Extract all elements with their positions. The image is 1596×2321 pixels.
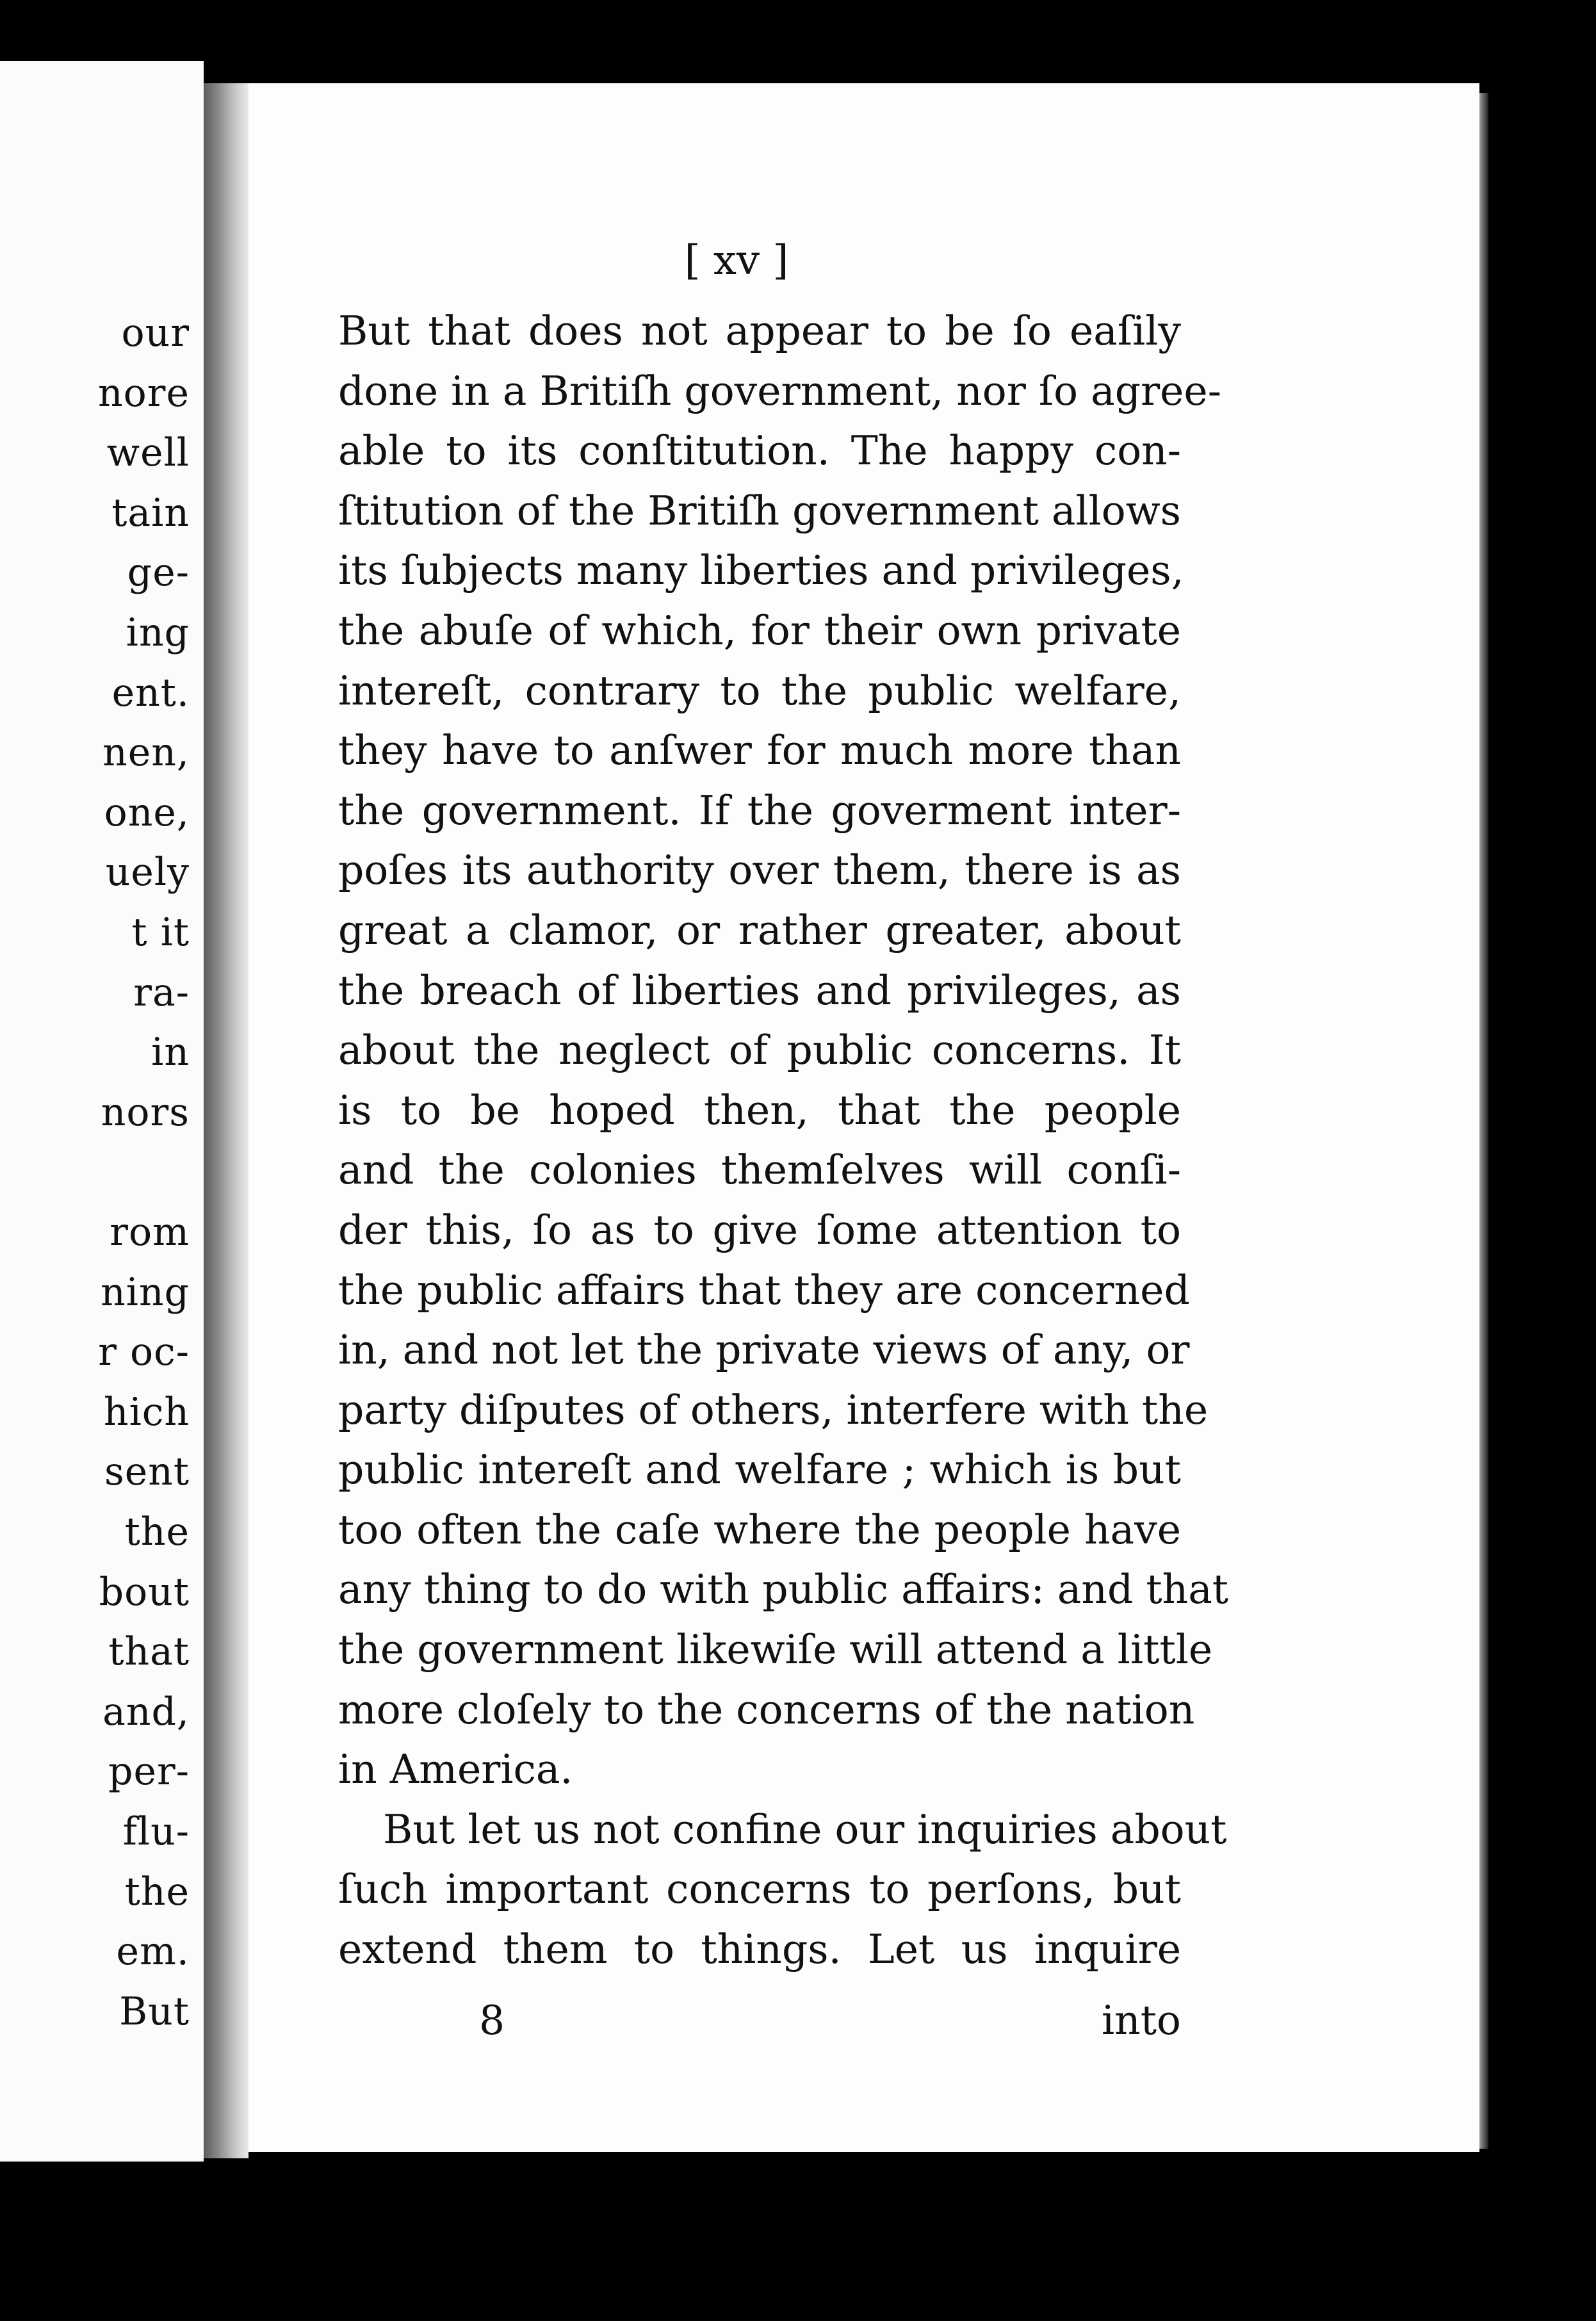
left-page-fragment: our [121, 311, 190, 355]
left-page-fragment: the [124, 1510, 190, 1554]
page-footer [338, 1992, 1181, 2049]
text-line: the public affairs that they are concerned [338, 1266, 1190, 1314]
catchword: into [1102, 1997, 1181, 2044]
text-line: in America. [338, 1746, 573, 1793]
text-line: But that does not appear to be ſo eaſily [338, 307, 1181, 354]
text-line: able to its conſtitution. The happy con- [338, 427, 1181, 475]
left-page-fragment: per- [108, 1749, 190, 1795]
text-line: the government. If the goverment inter- [338, 786, 1181, 834]
text-line: But let us not confine our inquiries about [383, 1805, 1227, 1853]
left-page-fragment: the [124, 1869, 190, 1914]
page-number-heading: [ xv ] [684, 237, 789, 284]
text-line: ſuch important concerns to perſons, but [338, 1866, 1181, 1913]
left-page-fragment: nore [98, 370, 190, 416]
left-page-fragment: But [119, 1989, 190, 2034]
text-line: and the colonies themſelves will conſi- [338, 1146, 1181, 1194]
text-line: intereſt, contrary to the public welfare, [338, 667, 1181, 714]
left-page-fragment: and, [102, 1689, 190, 1734]
left-page-fragment: hich [103, 1389, 190, 1435]
text-line: done in a Britiſh government, nor ſo agree- [338, 367, 1221, 414]
text-line: poſes its authority over them, there is as [338, 847, 1181, 894]
left-page-fragment: tain [111, 490, 190, 535]
left-page-fragment: flu- [122, 1809, 190, 1854]
left-page-fragment: ing [126, 610, 190, 655]
text-line: too often the caſe where the people have [338, 1506, 1181, 1553]
text-line: public intereſt and welfare ; which is but [338, 1446, 1181, 1494]
text-line: extend them to things. Let us inquire [338, 1926, 1181, 1973]
left-page-fragment: that [108, 1629, 190, 1675]
left-page-fragment: ning [101, 1269, 190, 1315]
text-line: great a clamor, or rather greater, about [338, 906, 1181, 954]
text-line: about the neglect of public concerns. It [338, 1027, 1181, 1074]
text-line: they have to anſwer for much more than [338, 727, 1181, 774]
left-page-fragment: ent. [111, 670, 190, 715]
left-page-fragment: ge- [127, 550, 190, 596]
text-line: ſtitution of the Britiſh government allows [338, 487, 1181, 534]
signature-mark: 8 [479, 1997, 505, 2044]
text-line: the breach of liberties and privileges, as [338, 966, 1181, 1014]
left-page-fragment: t it [131, 910, 190, 955]
page-edge-shadow [1479, 93, 1488, 2149]
left-page [0, 61, 204, 2162]
text-line: its ſubjects many liberties and privileges, [338, 547, 1184, 594]
left-page-fragment: sent [104, 1449, 190, 1495]
left-page-fragment: rom [110, 1210, 190, 1255]
text-line: is to be hoped then, that the people [338, 1086, 1181, 1134]
text-line: der this, ſo as to give ſome attention to [338, 1206, 1181, 1253]
text-line: the abuſe of which, for their own private [338, 607, 1181, 654]
left-page-fragment: uely [105, 850, 190, 895]
left-page-fragment: r oc- [98, 1330, 190, 1375]
left-page-fragment: nen, [102, 730, 190, 776]
text-line: any thing to do with public affairs: and that [338, 1566, 1229, 1613]
book-gutter [204, 83, 248, 2158]
left-page-fragment: one, [104, 790, 190, 835]
left-page-fragment: in [151, 1030, 190, 1075]
text-line: the government likewiſe will attend a little [338, 1626, 1213, 1674]
left-page-fragment: well [106, 430, 190, 476]
text-line: in, and not let the private views of any, or [338, 1326, 1190, 1374]
text-line: party diſputes of others, interfere with the [338, 1386, 1209, 1433]
left-page-fragment: ra- [133, 970, 190, 1015]
text-line: more cloſely to the concerns of the nation [338, 1686, 1195, 1733]
page-body-text [338, 301, 1229, 1980]
left-page-fragment: nors [101, 1089, 190, 1135]
left-page-fragment: em. [116, 1929, 190, 1975]
left-page-fragment: bout [99, 1569, 190, 1615]
